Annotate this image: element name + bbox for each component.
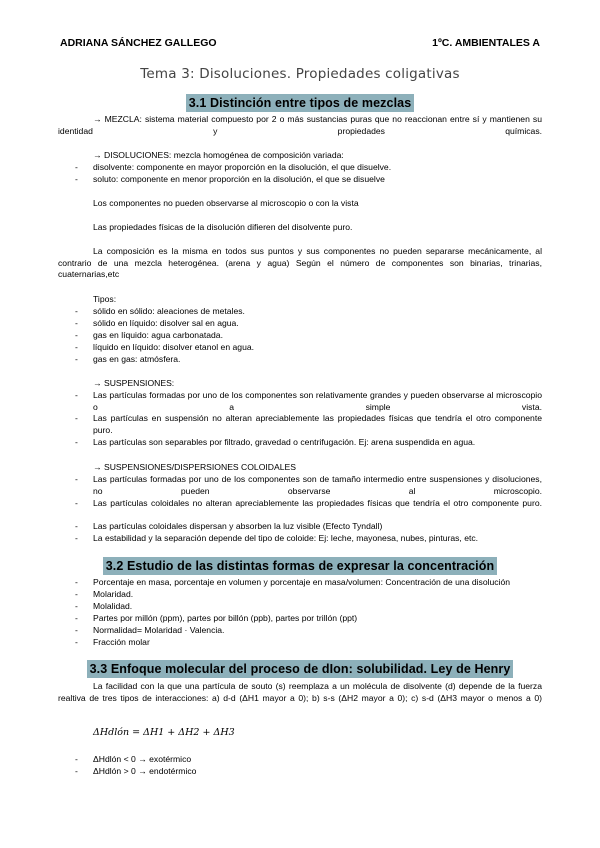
list-item: La estabilidad y la separación depende del tipo de coloide: Ej: leche, mayonesa, nubes, pinturas, etc. xyxy=(93,533,479,543)
bullet-dash: - xyxy=(75,330,78,340)
bullet-dash: - xyxy=(75,413,78,423)
enthalpy-equation: ΔHdlón = ΔH1 + ΔH2 + ΔH3 xyxy=(93,727,235,738)
list-item: gas en líquido: agua carbonatada. xyxy=(93,330,223,340)
list-item: líquido en líquido: disolver etanol en agua. xyxy=(93,342,255,352)
bullet-dash: - xyxy=(75,437,78,447)
bullet-dash: - xyxy=(75,390,78,400)
paragraph: La composición es la misma en todos sus puntos y sus componentes no pueden separarse mecánicamente, al contrario de una mezcla heterogénea. (arena y agua) Según el número de componentes son binarias, trinarias, cuaternarias,etc xyxy=(58,246,542,279)
author-name: ADRIANA SÁNCHEZ GALLEGO xyxy=(60,37,217,49)
list-item: disolvente: componente en mayor proporción en la disolución, el que disuelve. xyxy=(93,162,392,172)
list-item: soluto: componente en menor proporción en la disolución, el que se disuelve xyxy=(93,174,385,184)
bullet-dash: - xyxy=(75,577,78,587)
list-item: Las partículas son separables por filtrado, gravedad o centrifugación. Ej: arena suspendida en agua. xyxy=(93,437,476,447)
section-heading-3-2: 3.2 Estudio de las distintas formas de expresar la concentración xyxy=(0,557,600,575)
list-item: Molaridad. xyxy=(93,589,134,599)
bullet-dash: - xyxy=(75,342,78,352)
disoluciones-heading: → DISOLUCIONES: mezcla homogénea de composición variada: xyxy=(93,150,344,160)
tipos-heading: Tipos: xyxy=(93,294,117,304)
list-item: Las partículas en suspensión no alteran apreciablemente las propiedades físicas que tendría el otro componente puro. xyxy=(93,413,542,435)
coloidales-heading: → SUSPENSIONES/DISPERSIONES COLOIDALES xyxy=(93,462,296,472)
bullet-dash: - xyxy=(75,162,78,172)
bullet-dash: - xyxy=(75,498,78,508)
list-item: sólido en líquido: disolver sal en agua. xyxy=(93,318,239,328)
list-item: Porcentaje en masa, porcentaje en volumen y porcentaje en masa/volumen: Concentración de una disolución xyxy=(93,577,511,587)
list-item: Las partículas formadas por uno de los componentes son relativamente grandes y pueden observarse al microscopio o a simple vista. xyxy=(93,390,542,412)
mezcla-definition: → MEZCLA: sistema material compuesto por 2 o más sustancias puras que no reaccionan entre sí y mantienen su identidad y propiedades químicas. xyxy=(58,114,542,136)
list-item: Molalidad. xyxy=(93,601,133,611)
list-item: Normalidad= Molaridad · Valencia. xyxy=(93,625,225,635)
bullet-dash: - xyxy=(75,766,78,776)
list-item: Partes por millón (ppm), partes por billón (ppb), partes por trillón (ppt) xyxy=(93,613,358,623)
bullet-dash: - xyxy=(75,306,78,316)
list-item: Las partículas coloidales dispersan y absorben la luz visible (Efecto Tyndall) xyxy=(93,521,383,531)
paragraph: Los componentes no pueden observarse al microscopio o con la vista xyxy=(93,198,359,208)
list-item: Fracción molar xyxy=(93,637,150,647)
section-heading-3-1: 3.1 Distinción entre tipos de mezclas xyxy=(0,94,600,112)
page-header xyxy=(60,37,540,51)
bullet-dash: - xyxy=(75,174,78,184)
paragraph: La facilidad con la que una partícula de souto (s) reemplaza a un molécula de disolvente (d) depende de la fuerza realtiva de tres tipos de interacciones: a) d-d (ΔH1 mayor a 0); b) s-s (ΔH2 mayor a 0); c) s-d (ΔH3 mayor o menos a 0) xyxy=(58,681,542,703)
document-title: Tema 3: Disoluciones. Propiedades coligativas xyxy=(140,66,460,82)
list-item: ΔHdlón > 0 → endotérmico xyxy=(93,766,197,776)
bullet-dash: - xyxy=(75,474,78,484)
paragraph: Las propiedades físicas de la disolución difieren del disolvente puro. xyxy=(93,222,353,232)
bullet-dash: - xyxy=(75,318,78,328)
list-item: ΔHdlón < 0 → exotérmico xyxy=(93,754,192,764)
list-item: Las partículas coloidales no alteran apreciablemente las propiedades físicas que tendría el otro componente puro. xyxy=(93,498,542,508)
course-label: 1ºC. AMBIENTALES A xyxy=(432,37,540,49)
list-item: gas en gas: atmósfera. xyxy=(93,354,181,364)
bullet-dash: - xyxy=(75,637,78,647)
bullet-dash: - xyxy=(75,533,78,543)
list-item: sólido en sólido: aleaciones de metales. xyxy=(93,306,245,316)
list-item: Las partículas formadas por uno de los componentes son de tamaño intermedio entre suspensiones y disoluciones, no pueden observarse al microscopio. xyxy=(93,474,542,496)
bullet-dash: - xyxy=(75,613,78,623)
bullet-dash: - xyxy=(75,754,78,764)
suspensiones-heading: → SUSPENSIONES: xyxy=(93,378,175,388)
section-heading-3-3: 3.3 Enfoque molecular del proceso de dIon: solubilidad. Ley de Henry xyxy=(0,660,600,678)
bullet-dash: - xyxy=(75,625,78,635)
bullet-dash: - xyxy=(75,354,78,364)
bullet-dash: - xyxy=(75,521,78,531)
bullet-dash: - xyxy=(75,589,78,599)
bullet-dash: - xyxy=(75,601,78,611)
